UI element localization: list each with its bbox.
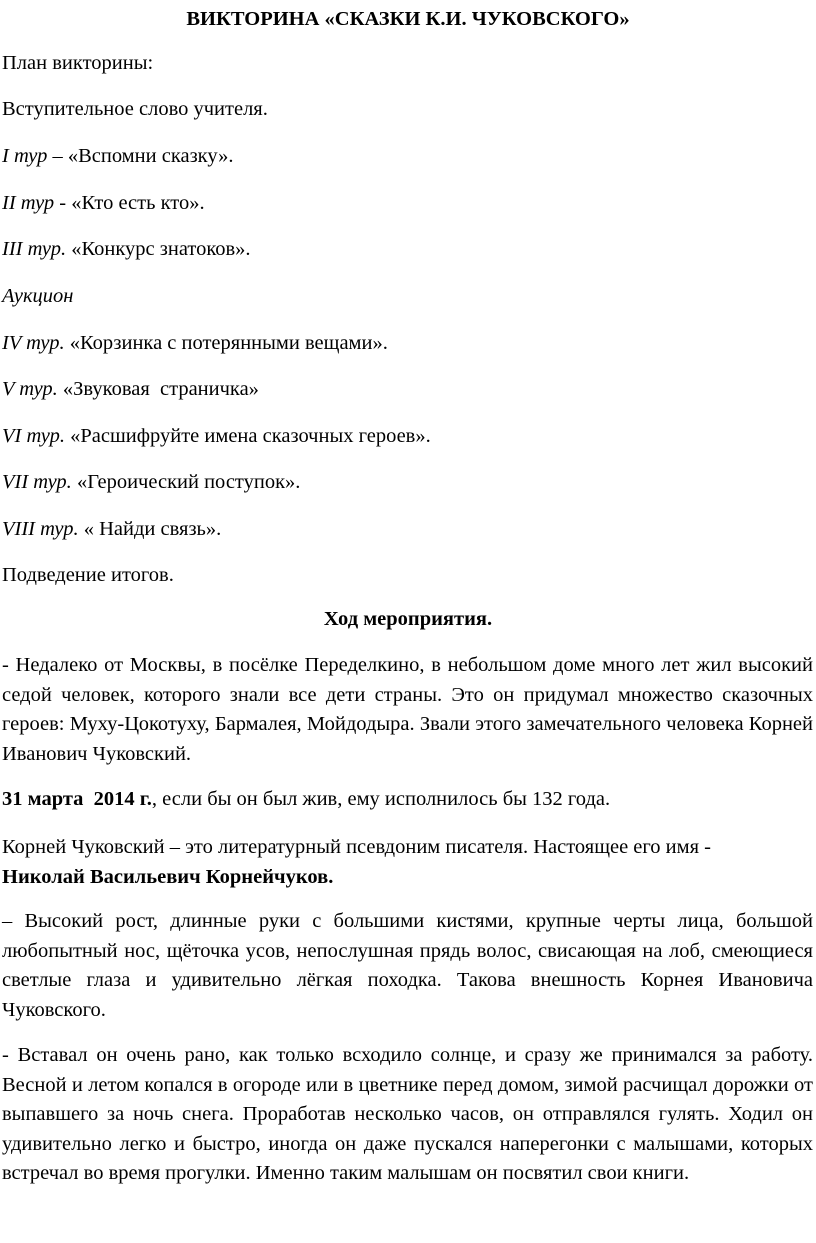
paragraph-intro: - Недалеко от Москвы, в посёлке Переделкино, в небольшом доме много лет жил высокий седой человек, которого знали все дети страны. Это он придумал множество сказочных героев: Муху-Цокотуху, Бармалея, Мойдодыра. Звали этого замечательного человека Корней Иванович Чуковский. [2,654,813,765]
plan-round-4 [2,330,388,356]
round-label: VII тур. [2,471,72,493]
round-label: VIII тур. [2,518,79,540]
round-name: « Найди связь». [83,518,222,540]
pseudonym-text: Корней Чуковский – это литературный псевдоним писателя. Настоящее его имя - [2,836,712,858]
round-separator: - [54,192,72,214]
round-name: «Конкурс знатоков». [71,238,251,260]
plan-round-6 [2,423,431,449]
round-name: «Расшифруйте имена сказочных героев». [70,425,431,447]
round-label: IV тур. [2,332,65,354]
round-name: «Корзинка с потерянными вещами». [69,332,388,354]
round-label: V тур. [2,378,58,400]
round-label: I тур [2,145,48,167]
round-name: «Звуковая страничка» [62,378,259,400]
plan-round-5 [2,376,259,402]
round-name: «Кто есть кто». [71,192,205,214]
paragraph-pseudonym [2,833,813,892]
paragraph-appearance: – Высокий рост, длинные руки с большими кистями, крупные черты лица, большой любопытный нос, щёточка усов, непослушная прядь волос, свисающая на лоб, смеющиеся светлые глаза и удивительно лёгкая походка. Такова внешность Корнея Ивановича Чуковского. [2,910,813,1021]
date-highlight: 31 марта 2014 г. [2,788,152,810]
plan-round-2 [2,190,205,216]
round-label: VI тур. [2,425,65,447]
document-title: ВИКТОРИНА «СКАЗКИ К.И. ЧУКОВСКОГО» [186,8,630,30]
round-separator: – [47,145,68,167]
paragraph-daily-life: - Вставал он очень рано, как только всходило солнце, и сразу же принимался за работу. Весной и летом копался в огороде или в цветнике перед домом, зимой расчищал дорожки от выпавшего за ночь снега. Проработав несколько часов, он отправлялся гулять. Ходил он удивительно легко и быстро, иногда он даже пускался наперегонки с малышами, которых встречал во время прогулки. Именно таким малышам он посвятил свои книги. [2,1044,813,1184]
plan-auction [2,283,73,309]
plan-round-7 [2,469,300,495]
round-label: Аукцион [2,285,74,307]
plan-intro: Вступительное слово учителя. [2,98,268,120]
paragraph-date [2,785,813,815]
plan-heading: План викторины: [2,52,154,74]
event-heading: Ход мероприятия. [323,608,493,630]
real-name: Николай Васильевич Корнейчуков. [2,865,334,888]
plan-summary: Подведение итогов. [2,564,174,586]
date-text: , если бы он был жив, ему исполнилось бы 132 года. [151,788,611,810]
plan-round-1 [2,143,233,169]
round-label: III тур. [2,238,67,260]
round-label: II тур [2,192,55,214]
plan-round-3 [2,236,251,262]
round-name: «Героический поступок». [76,471,301,493]
plan-round-8 [2,516,221,542]
round-name: «Вспомни сказку». [67,145,234,167]
